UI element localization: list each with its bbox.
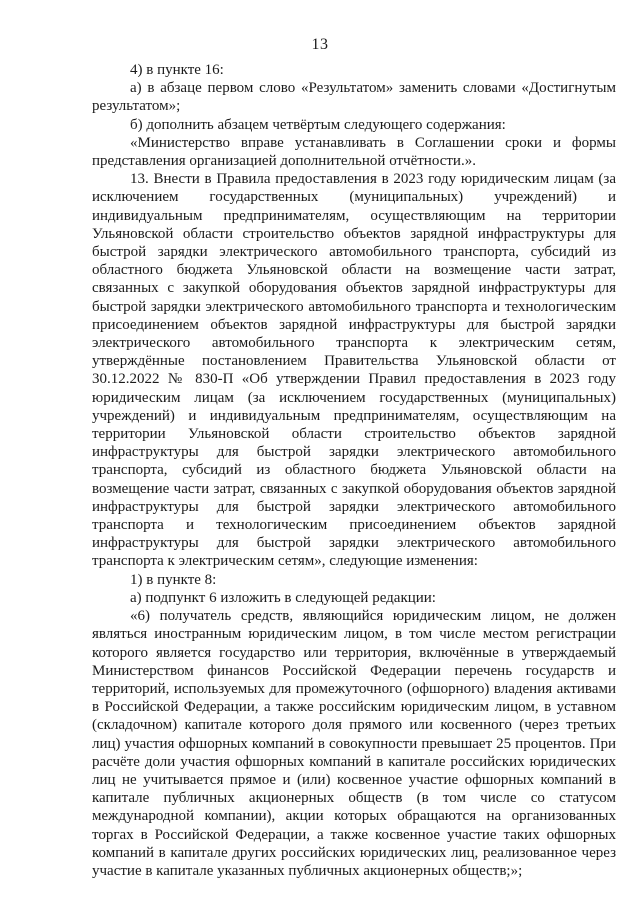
paragraph-item-1-heading: 1) в пункте 8: — [130, 571, 217, 588]
paragraph-section-13: 13. Внести в Правила предоставления в 2023 году юридическим лицам (за исключением государственных (муниципальных) учреждений) и индивидуальным предпринимателям, осуществляющим на территории Ульяновской области строительство объектов зарядной инфраструктуры для быстрой зарядки электрического автомобильного транспорта, субсидий из областного бюджета Ульяновской области на возмещение части затрат, связанных с закупкой оборудования объектов зарядной инфраструктуры для быстрой зарядки электрического автомобильного транспорта и технологическим присоединением объектов зарядной инфраструктуры для быстрой зарядки электрического автомобильного транспорта к электрическим сетям, утверждённые постановлением Правительства Ульяновской области от 30.12.2022 № 830-П «Об утверждении Правил предоставления в 2023 году юридическим лицам (за исключением государственных (муниципальных) учреждений) и индивидуальным предпринимателям, осуществляющим на территории Ульяновской области строительство объектов зарядной инфраструктуры для быстрой зарядки электрического автомобильного транспорта, субсидий из областного бюджета Ульяновской области на возмещение части затрат, связанных с закупкой оборудования объектов зарядной инфраструктуры для быстрой зарядки электрического автомобильного транспорта и технологическим присоединением объектов зарядной инфраструктуры для быстрой зарядки электрического автомобильного транспорта к электрическим сетям», следующие изменения: — [92, 171, 616, 570]
page-number: 13 — [311, 36, 329, 53]
document-body — [92, 61, 616, 880]
paragraph-item-4-heading: 4) в пункте 16: — [130, 62, 224, 78]
paragraph-quoted-addition: «Министерство вправе устанавливать в Соглашении сроки и формы представления организацией дополнительной отчётности.». — [92, 134, 616, 170]
paragraph-subitem-b: б) дополнить абзацем четвёртым следующего содержания: — [130, 116, 506, 133]
paragraph-subitem-a-edit: а) подпункт 6 изложить в следующей редакции: — [130, 589, 436, 606]
paragraph-quoted-subitem-6: «6) получатель средств, являющийся юридическим лицом, не должен являться иностранным юридическим лицом, в том числе местом регистрации которого является государство или территория, включённые в утверждаемый Министерством финансов Российской Федерации перечень государств и территорий, используемых для промежуточного (офшорного) владения активами в Российской Федерации, а также российским юридическим лицом, в уставном (складочном) капитале которого доля прямого или косвенного (через третьих лиц) участия офшорных компаний в совокупности превышает 25 процентов. При расчёте доли участия офшорных компаний в капитале российских юридических лиц не учитывается прямое и (или) косвенное участие офшорных компаний в капитале публичных акционерных обществ (в том числе со статусом международной компании), акции которых обращаются на организованных торгах в Российской Федерации, а также косвенное участие таких офшорных компаний в капитале других российских юридических лиц, реализованное через участие в капитале указанных публичных акционерных обществ;»; — [92, 608, 616, 879]
paragraph-subitem-a: а) в абзаце первом слово «Результатом» заменить словами «Достигнутым результатом»; — [92, 80, 616, 115]
